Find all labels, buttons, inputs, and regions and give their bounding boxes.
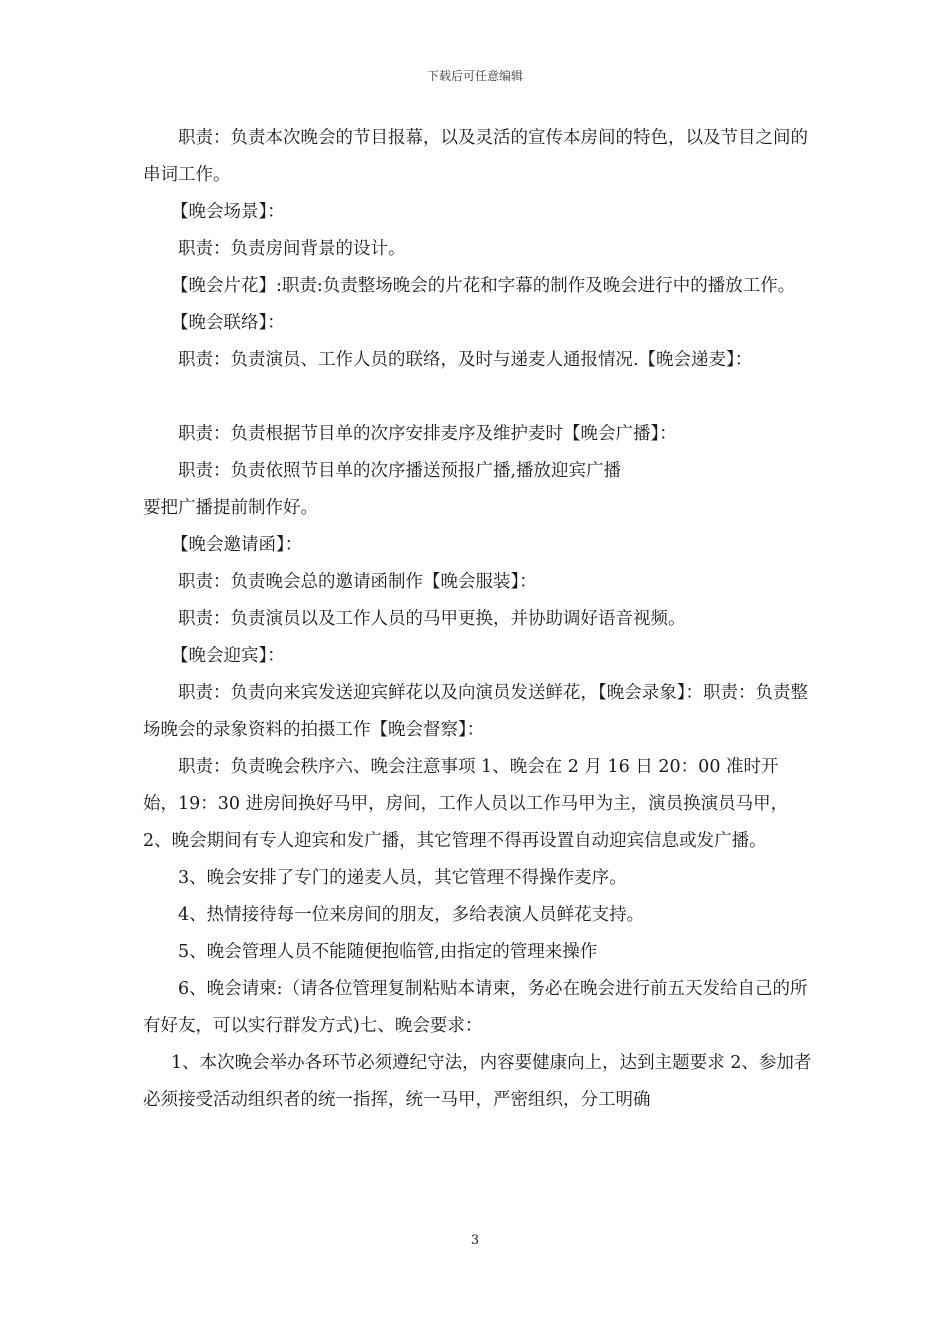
section-heading-invitation: 【晚会邀请函】： <box>171 535 303 555</box>
section-heading-contact: 【晚会联络】： <box>171 313 285 333</box>
paragraph-note-3: 3、晚会安排了专门的递麦人员，其它管理不得操作麦序。 <box>178 868 627 888</box>
paragraph-duty-invitation: 职责：负责晚会总的邀请函制作【晚会服装】： <box>178 572 537 592</box>
page-number: 3 <box>470 1233 480 1248</box>
paragraph-duty-costume: 职责：负责演员以及工作人员的马甲更换，并协助调好语音视频。 <box>178 609 686 629</box>
blank-line <box>143 379 813 416</box>
paragraph-duty-trailer: 【晚会片花】:职责:负责整场晚会的片花和字幕的制作及晚会进行中的播放工作。 <box>171 276 796 296</box>
paragraph-requirements: 1、本次晚会举办各环节必须遵纪守法，内容要健康向上，达到主题要求 2、参加者必须接受活动组织者的统一指挥，统一马甲，严密组织，分工明确 <box>143 1053 812 1110</box>
section-heading-scene: 【晚会场景】： <box>171 202 285 222</box>
paragraph-duty-scene: 职责：负责房间背景的设计。 <box>178 239 406 259</box>
section-heading-welcome: 【晚会迎宾】： <box>171 646 285 666</box>
page-header: 下载后可任意编辑 <box>426 69 523 83</box>
paragraph-duty-broadcast: 职责：负责依照节目单的次序播送预报广播,播放迎宾广播 <box>178 461 622 481</box>
paragraph-duty-contact: 职责：负责演员、工作人员的联络，及时与递麦人通报情况.【晚会递麦】： <box>178 350 753 370</box>
paragraph-duty-mic: 职责：负责根据节目单的次序安排麦序及维护麦时【晚会广播】： <box>178 424 677 444</box>
paragraph-broadcast-continued: 要把广播提前制作好。 <box>143 498 318 518</box>
paragraph-note-6: 6、晚会请柬:（请各位管理复制粘贴本请柬，务必在晚会进行前五天发给自己的所有好友，可以实行群发方式)七、晚会要求： <box>143 979 808 1036</box>
document-body <box>143 120 813 1119</box>
paragraph-duty-welcome: 职责：负责向来宾发送迎宾鲜花以及向演员发送鲜花，【晚会录象】：职责：负责整场晚会的录象资料的拍摄工作【晚会督察】： <box>143 683 808 740</box>
paragraph-duty-supervision: 职责：负责晚会秩序六、晚会注意事项 1、晚会在 2 月 16 日 20：00 准时开始，19：30 进房间换好马甲，房间，工作人员以工作马甲为主，演员换演员马甲，2、晚会期间有专人迎宾和发广播，其它管理不得再设置自动迎宾信息或发广播。 <box>143 757 789 851</box>
paragraph-note-5: 5、晚会管理人员不能随便抱临管,由指定的管理来操作 <box>178 942 598 962</box>
paragraph-note-4: 4、热情接待每一位来房间的朋友，多给表演人员鲜花支持。 <box>178 905 645 925</box>
paragraph-duty-announcer: 职责：负责本次晚会的节目报幕，以及灵活的宣传本房间的特色，以及节目之间的串词工作。 <box>143 128 808 185</box>
